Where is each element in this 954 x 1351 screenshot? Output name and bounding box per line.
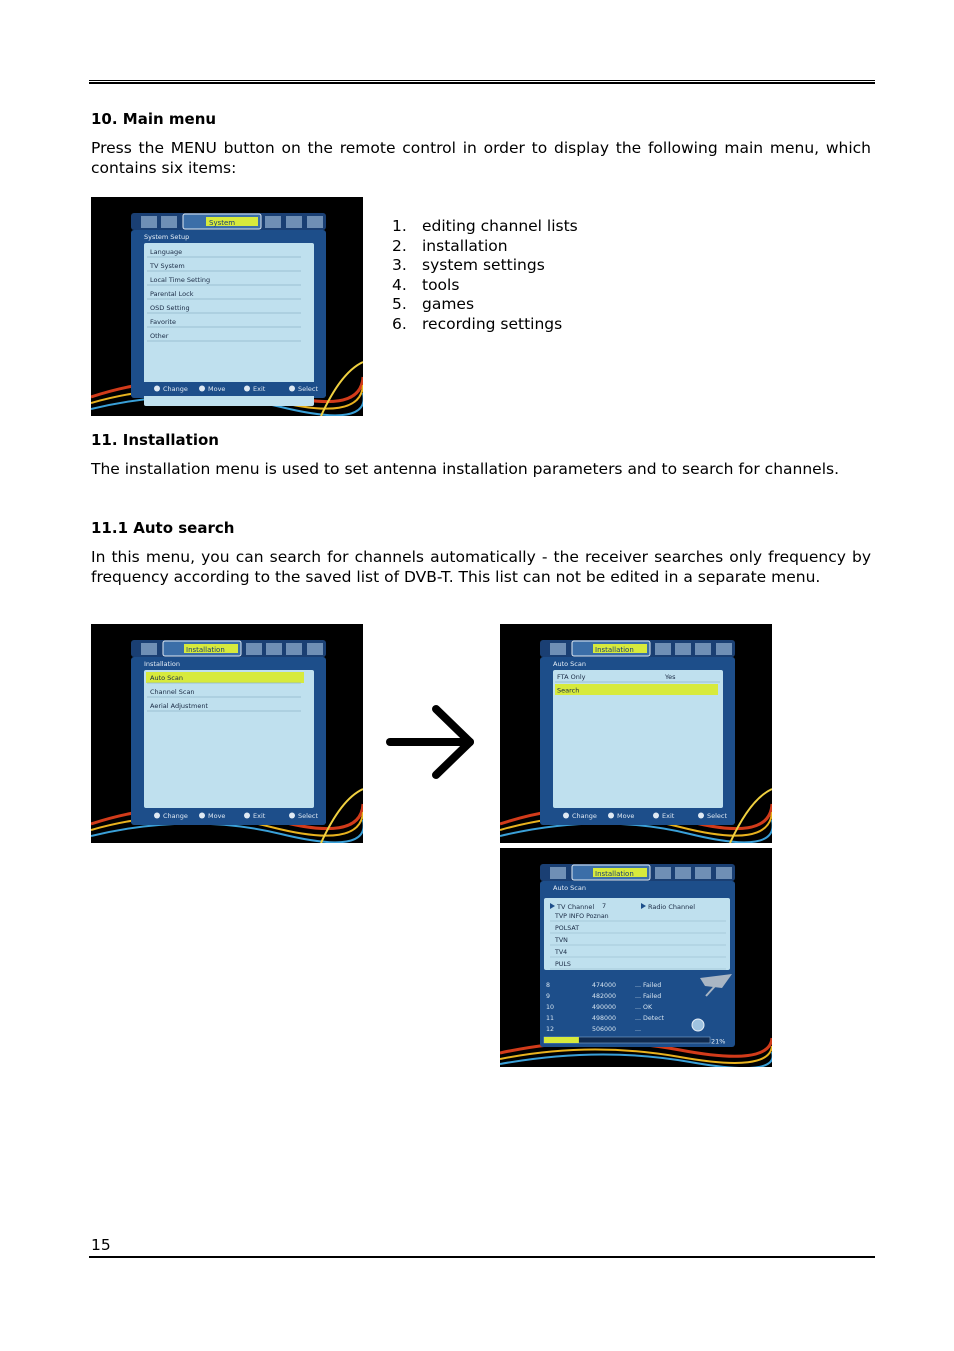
- channel-name: TVN: [555, 937, 568, 944]
- menu-item[interactable]: Parental Lock: [150, 290, 194, 298]
- scan-status: ...: [635, 1026, 642, 1033]
- move-hint-icon: [608, 813, 614, 819]
- fta-only-label: FTA Only: [557, 673, 586, 681]
- main-menu-list: [392, 217, 578, 335]
- scan-index: 8: [546, 982, 551, 989]
- screen-auto-scan: [500, 624, 772, 843]
- select-hint-label: Select: [298, 812, 319, 820]
- change-hint-icon: [154, 813, 160, 819]
- page-number: 15: [91, 1236, 111, 1254]
- tab-label: Installation: [186, 646, 225, 654]
- exit-hint-label: Exit: [662, 812, 675, 820]
- progress-fill: [544, 1037, 579, 1043]
- change-hint-icon: [154, 386, 160, 392]
- exit-hint-label: Exit: [253, 385, 266, 393]
- list-item: 1. editing channel lists: [392, 217, 578, 235]
- list-item: 5. games: [392, 295, 475, 314]
- fta-only-value: Yes: [665, 673, 676, 681]
- list-item: 4. tools: [392, 275, 460, 294]
- menu-item[interactable]: OSD Setting: [150, 304, 190, 312]
- menu-item[interactable]: Local Time Setting: [150, 276, 211, 284]
- channel-name: TVP INFO Poznan: [555, 913, 609, 920]
- exit-hint-icon: [653, 813, 659, 819]
- tab-label: System: [209, 219, 236, 227]
- tv-channel-label: TV Channel: [557, 903, 595, 911]
- section-11-text: The installation menu is used to set antenna installation parameters and to search for channels.: [91, 460, 840, 478]
- select-hint-icon: [698, 813, 704, 819]
- scan-index: 11: [546, 1015, 555, 1022]
- tab-label: Installation: [595, 870, 634, 878]
- select-hint-icon: [289, 386, 295, 392]
- move-hint-label: Move: [208, 385, 226, 393]
- section-11-1-text: In this menu, you can search for channels automatically - the receiver searches only frequency by frequency according to the saved list of DVB-T. This list can not be edited in a separate menu.: [91, 548, 871, 586]
- section-11-heading: 11. Installation: [91, 431, 219, 449]
- footer-rule: [89, 1256, 875, 1258]
- scan-index: 12: [546, 1026, 555, 1033]
- channel-name: TV4: [555, 949, 568, 956]
- select-hint-icon: [289, 813, 295, 819]
- list-item: 6. recording settings: [392, 314, 563, 333]
- change-hint-icon: [563, 813, 569, 819]
- tab-label: Installation: [595, 646, 634, 654]
- panel-title: Installation: [144, 660, 181, 668]
- menu-item[interactable]: Favorite: [150, 318, 176, 326]
- exit-hint-icon: [244, 813, 250, 819]
- radio-channel-label: Radio Channel: [648, 903, 696, 911]
- section-10-intro: Press the MENU button on the remote control in order to display the following main menu, which contains six items:: [91, 139, 871, 177]
- scan-status: ... Failed: [635, 993, 662, 1000]
- menu-item[interactable]: Other: [150, 332, 169, 340]
- screen-system-setup: [91, 197, 363, 416]
- menu-item[interactable]: Auto Scan: [150, 674, 183, 682]
- scan-frequency: 498000: [592, 1015, 617, 1022]
- screen-installation: [91, 624, 363, 843]
- exit-hint-label: Exit: [253, 812, 266, 820]
- move-hint-label: Move: [208, 812, 226, 820]
- scan-frequency: 506000: [592, 1026, 617, 1033]
- change-hint-label: Change: [572, 812, 597, 820]
- panel-title: Auto Scan: [553, 660, 586, 668]
- scan-index: 9: [546, 993, 551, 1000]
- move-hint-icon: [199, 813, 205, 819]
- menu-item[interactable]: TV System: [150, 262, 185, 270]
- refresh-icon: [692, 1019, 704, 1031]
- exit-hint-icon: [244, 386, 250, 392]
- progress-label: 21%: [711, 1037, 726, 1046]
- scan-status: ... Detect: [635, 1015, 665, 1022]
- search-label: Search: [557, 686, 580, 695]
- scan-status: ... OK: [635, 1004, 653, 1011]
- scan-frequency: 474000: [592, 982, 617, 989]
- channel-name: POLSAT: [555, 925, 580, 932]
- arrow-right-icon: [386, 703, 478, 781]
- header-rule: [89, 80, 875, 84]
- scan-index: 10: [546, 1004, 555, 1011]
- scan-frequency: 490000: [592, 1004, 617, 1011]
- screen-scanning: [500, 848, 772, 1067]
- change-hint-label: Change: [163, 385, 188, 393]
- move-hint-icon: [199, 386, 205, 392]
- menu-item[interactable]: Aerial Adjustment: [150, 702, 208, 710]
- panel-title: System Setup: [144, 233, 190, 241]
- tv-channel-count: 7: [602, 902, 607, 910]
- move-hint-label: Move: [617, 812, 635, 820]
- list-item: 3. system settings: [392, 256, 545, 275]
- list-item: 2. installation: [392, 236, 508, 255]
- select-hint-label: Select: [298, 385, 319, 393]
- section-10-heading: 10. Main menu: [91, 110, 217, 128]
- section-11-1-heading: 11.1 Auto search: [91, 519, 235, 537]
- menu-item[interactable]: Language: [150, 248, 183, 256]
- select-hint-label: Select: [707, 812, 728, 820]
- scan-status: ... Failed: [635, 982, 662, 989]
- scan-frequency: 482000: [592, 993, 617, 1000]
- channel-name: PULS: [555, 961, 571, 968]
- search-row: [555, 684, 718, 695]
- menu-item[interactable]: Channel Scan: [150, 688, 195, 696]
- panel-title: Auto Scan: [553, 884, 586, 892]
- change-hint-label: Change: [163, 812, 188, 820]
